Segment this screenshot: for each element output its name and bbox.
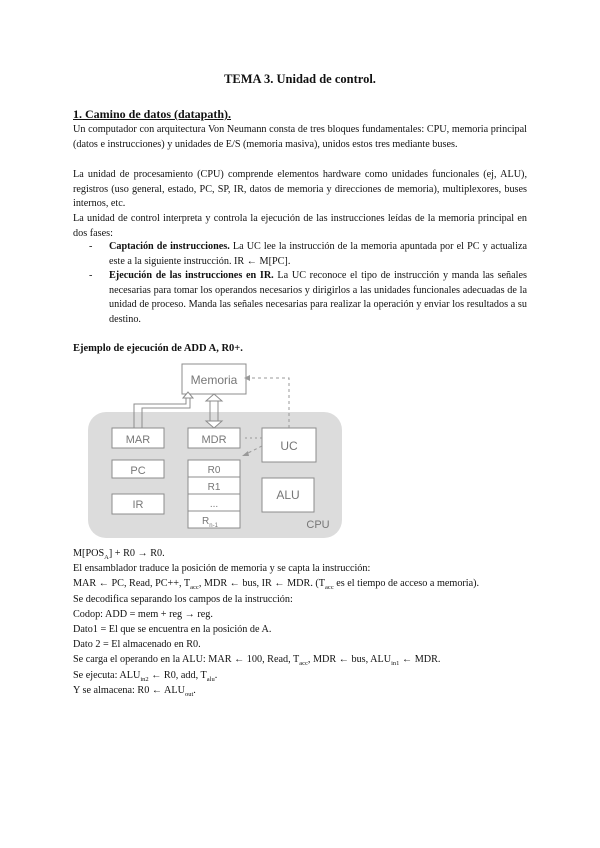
step-line: Se carga el operando en la ALU: MAR ← 100, Read, $T_{acc}$, MDR ← bus, $ALU_{in1}$ ← MDR. (73, 654, 441, 668)
paragraph-cpu: La unidad de procesamiento (CPU) comprende elementos hardware como unidades funcionales (ej, ALU), registros (uso general, estado, PC, SP, IR, datos de memoria y direcciones de memoria), multiplexores, buses internos, etc. (73, 169, 527, 210)
step-line: Y se almacena: R0 ← $ALU_{out}$. (73, 684, 196, 698)
step-line: Dato1 = El que se encuentra en la posición de A. (73, 624, 272, 636)
step-line: Dato 2 = El almacenado en R0. (73, 639, 201, 651)
phase-text: La UC lee la instrucción de la memoria apuntada por el PC y actualiza este a la siguiente instrucción. IR ← M[PC]. (109, 241, 527, 267)
cpu-label: CPU (306, 519, 330, 531)
r0-label: R0 (207, 465, 221, 476)
pc-label: PC (130, 465, 146, 477)
paragraph-von-neumann: Un computador con arquitectura Von Neumann consta de tres bloques fundamentales: CPU, memoria principal (datos e instrucciones) y unidades de E/S (memoria masiva), unidos estos tres mediante buses. (73, 124, 527, 150)
list-item (73, 240, 527, 269)
example-heading: Ejemplo de ejecución de ADD A, R0+. (73, 343, 243, 354)
r1-label: R1 (207, 482, 221, 493)
phases-list (73, 240, 527, 328)
step-line: El ensamblador traduce la posición de memoria y se capta la instrucción: (73, 563, 371, 575)
section-heading: 1. Camino de datos (datapath). (73, 107, 232, 121)
phase-term: Captación de instrucciones. (109, 241, 230, 252)
mar-label: MAR (125, 434, 151, 446)
step-line: Se decodifica separando los campos de la instrucción: (73, 593, 293, 605)
step-line: Se ejecuta: $ALU_{in2}$ ← R0, add, $T_{alu}$. (73, 669, 218, 683)
phase-text: La UC reconoce el tipo de instrucción y manda las señales necesarias para tomar los operandos necesarios y dirigirlos a las unidades funcionales adecuadas de la unidad de proceso. Manda las señales necesarias para realizar la operación y enviar los resultados a su destino. (109, 270, 527, 325)
example-steps (73, 546, 533, 698)
memoria-label: Memoria (190, 373, 238, 387)
step-line: Codop: ADD = mem + reg → reg. (73, 608, 213, 620)
phase-term: Ejecución de las instrucciones en IR. (109, 270, 274, 282)
datapath-diagram (86, 362, 346, 542)
mdr-label: MDR (201, 434, 227, 446)
mdr-up-arrowhead (206, 394, 222, 401)
list-bullet: - (89, 270, 93, 282)
step-line: $M[POS_A] + R0 \to R0$. (73, 548, 165, 562)
list-bullet: - (89, 241, 93, 252)
rn-label: $R_{n-1}$ (202, 516, 218, 529)
ir-label: IR (132, 499, 144, 511)
paragraph-control-unit: La unidad de control interpreta y controla la ejecución de las instrucciones leídas de la memoria principal en dos fases: (73, 213, 527, 239)
uc-label: UC (280, 439, 298, 453)
page-title: TEMA 3. Unidad de control. (224, 72, 376, 86)
list-item (73, 269, 527, 327)
register-dots: ... (209, 499, 219, 510)
alu-label: ALU (276, 488, 300, 502)
step-line: MAR ← PC, Read, PC++, $T_{acc}$, MDR ← bus, IR ← MDR. ($T_{acc}$ es el tiempo de acceso a memoria). (73, 578, 480, 592)
